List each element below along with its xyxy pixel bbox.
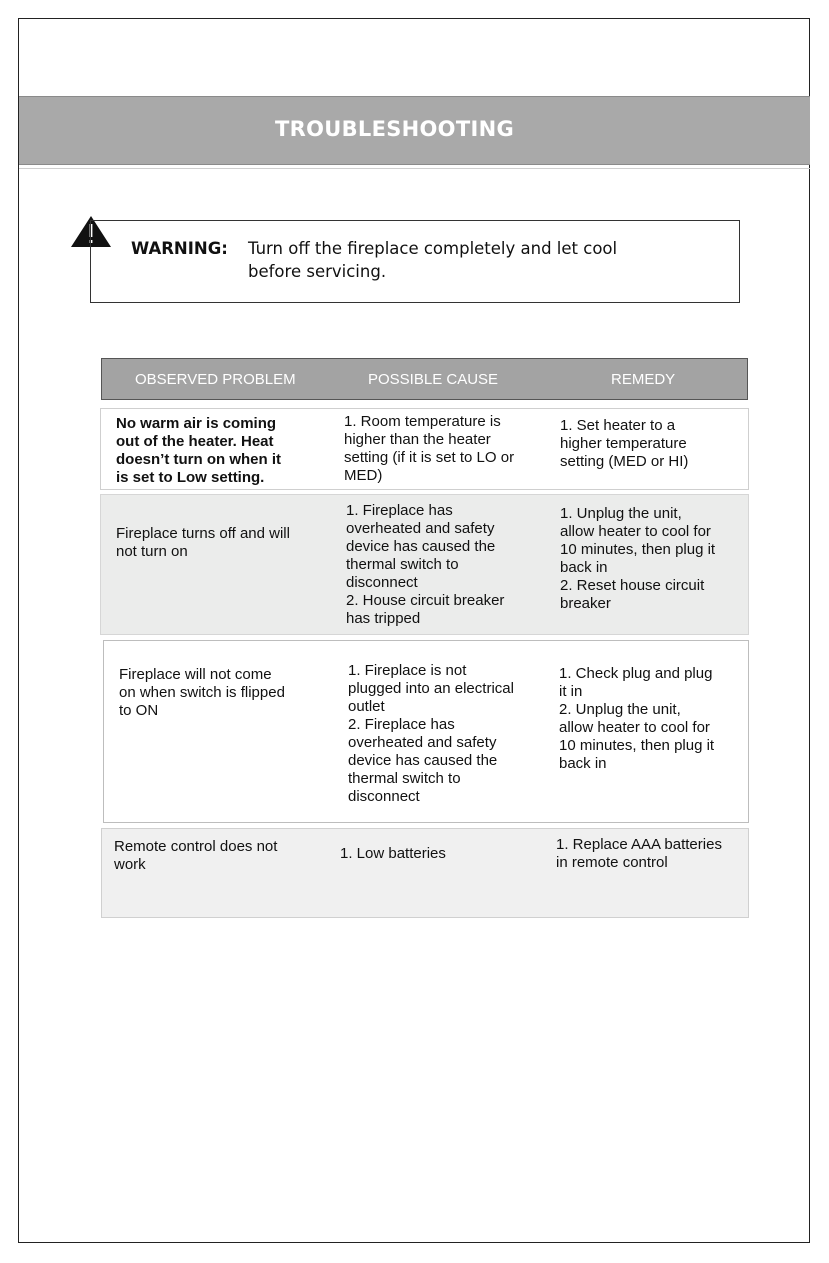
cause-cell: 1. Fireplace has overheated and safety device has caused the thermal switch to disconnect 2. House circuit breaker has tripped: [346, 502, 505, 627]
title-band: [19, 96, 810, 165]
table-row: [100, 408, 749, 490]
table-row: [103, 640, 749, 823]
remedy-cell: 1. Replace AAA batteries in remote control: [556, 836, 722, 871]
page-title: TROUBLESHOOTING: [275, 117, 514, 141]
warning-line-1: Turn off the fireplace completely and let cool: [248, 239, 618, 258]
warning-label: WARNING:: [131, 239, 228, 258]
remedy-cell: 1. Unplug the unit, allow heater to cool for 10 minutes, then plug it back in 2. Reset house circuit breaker: [560, 505, 716, 612]
table-header: [101, 358, 748, 400]
warning-message: [131, 237, 617, 283]
warning-line-2: before servicing.: [248, 262, 387, 281]
problem-cell: Fireplace will not come on when switch is flipped to ON: [119, 666, 285, 719]
column-header-cause: POSSIBLE CAUSE: [368, 371, 499, 388]
column-header-remedy: REMEDY: [611, 371, 676, 388]
table-row: [100, 494, 749, 635]
problem-cell: No warm air is coming out of the heater. Heat doesn’t turn on when it is set to Low setting.: [116, 415, 281, 486]
remedy-cell: 1. Set heater to a higher temperature setting (MED or HI): [560, 417, 689, 470]
cause-cell: 1. Room temperature is higher than the heater setting (if it is set to LO or MED): [344, 413, 515, 484]
problem-cell: Remote control does not work: [114, 838, 278, 873]
cause-cell: 1. Fireplace is not plugged into an electrical outlet 2. Fireplace has overheated and safety device has caused the thermal switch to disconnect: [348, 662, 514, 805]
column-header-problem: OBSERVED PROBLEM: [135, 371, 296, 388]
table-row: [101, 828, 749, 918]
divider: [19, 168, 810, 169]
problem-cell: Fireplace turns off and will not turn on: [116, 525, 290, 560]
cause-cell: 1. Low batteries: [340, 845, 446, 862]
remedy-cell: 1. Check plug and plug it in 2. Unplug the unit, allow heater to cool for 10 minutes, then plug it back in: [559, 665, 715, 772]
